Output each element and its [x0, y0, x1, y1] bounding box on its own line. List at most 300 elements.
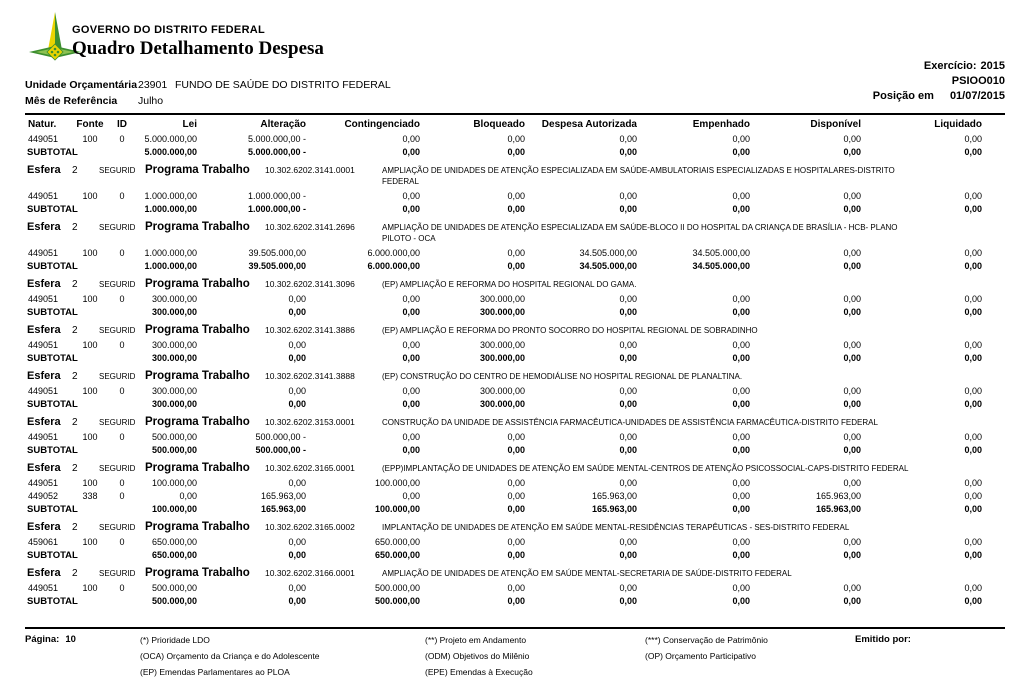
cell-value: 34.505.000,00 [579, 261, 637, 271]
cell-value: 300.000,00 [479, 307, 525, 317]
detail-row [25, 339, 988, 352]
unidade-name: FUNDO DE SAÚDE DO DISTRITO FEDERAL [175, 79, 391, 91]
cell-value: 0,00 [402, 445, 420, 455]
cell-id: 0 [119, 537, 125, 547]
cell-value: 0,00 [732, 537, 750, 547]
cell-id: 0 [119, 583, 125, 593]
cell-value: 650.000,00 [151, 550, 197, 560]
cell-value: 100.000,00 [374, 504, 420, 514]
cell-id: 0 [119, 191, 125, 201]
subtotal-label: SUBTOTAL [27, 307, 78, 318]
esfera-value: 2 [72, 568, 78, 579]
cell-value: 0,00 [964, 583, 982, 593]
cell-value: 0,00 [843, 248, 861, 258]
cell-value: 0,00 [288, 399, 306, 409]
programa-trabalho-row [25, 411, 988, 431]
cell-value: 0,00 [402, 134, 420, 144]
column-header: Natur. [28, 119, 57, 130]
cell-value: 5.000.000,00 - [247, 147, 306, 157]
cell-value: 0,00 [507, 134, 525, 144]
cell-value: 0,00 [619, 537, 637, 547]
esfera-label: Esfera [27, 462, 61, 474]
cell-id: 0 [119, 134, 125, 144]
subtotal-row [25, 444, 988, 457]
cell-fonte: 100 [82, 386, 98, 396]
cell-value: 0,00 [964, 478, 982, 488]
legend-column-2 [425, 632, 533, 679]
cell-fonte: 100 [82, 294, 98, 304]
esfera-value: 2 [72, 371, 78, 382]
column-header: Contingenciado [344, 119, 420, 130]
column-header: Liquidado [934, 119, 982, 130]
programa-trabalho-label: Programa Trabalho [145, 221, 250, 233]
cell-value: 1.000.000,00 - [247, 204, 306, 214]
cell-value: 300.000,00 [479, 340, 525, 350]
cell-value: 0,00 [507, 445, 525, 455]
cell-value: 0,00 [843, 261, 861, 271]
programa-trabalho-row [25, 516, 988, 536]
cell-value: 0,00 [732, 445, 750, 455]
esfera-regime: SEGURID [99, 326, 136, 335]
programa-trabalho-code: 10.302.6202.3165.0001 [265, 463, 355, 473]
cell-id: 0 [119, 294, 125, 304]
subtotal-row [25, 306, 988, 319]
cell-value: 0,00 [732, 353, 750, 363]
cell-value: 0,00 [964, 386, 982, 396]
cell-value: 0,00 [732, 147, 750, 157]
cell-value: 0,00 [843, 537, 861, 547]
esfera-regime: SEGURID [99, 569, 136, 578]
cell-value: 0,00 [402, 340, 420, 350]
cell-value: 0,00 [732, 596, 750, 606]
esfera-regime: SEGURID [99, 418, 136, 427]
esfera-label: Esfera [27, 370, 61, 382]
programa-trabalho-code: 10.302.6202.3141.3886 [265, 325, 355, 335]
column-header: Disponível [810, 119, 861, 130]
cell-value: 0,00 [843, 191, 861, 201]
cell-value: 0,00 [843, 478, 861, 488]
cell-value: 500.000,00 [151, 432, 197, 442]
cell-value: 300.000,00 [151, 399, 197, 409]
cell-value: 0,00 [843, 550, 861, 560]
cell-value: 0,00 [402, 399, 420, 409]
esfera-regime: SEGURID [99, 166, 136, 175]
esfera-value: 2 [72, 325, 78, 336]
cell-value: 300.000,00 [151, 294, 197, 304]
legend-column-1 [140, 632, 320, 679]
cell-value: 0,00 [402, 204, 420, 214]
cell-value: 0,00 [843, 307, 861, 317]
cell-value: 1.000.000,00 - [247, 191, 306, 201]
programa-trabalho-desc: AMPLIAÇÃO DE UNIDADES DE ATENÇÃO ESPECIALIZADA EM SAÚDE-BLOCO II DO HOSPITAL DA CRIANÇA DE BRASÍLIA - HCB- PLANO PILOTO - OCA [382, 223, 898, 243]
posicao-value: 01/07/2015 [949, 90, 1005, 102]
cell-value: 0,00 [619, 478, 637, 488]
cell-value: 300.000,00 [151, 386, 197, 396]
footer-divider [25, 627, 1005, 629]
cell-fonte: 100 [82, 248, 98, 258]
detail-row [25, 133, 988, 146]
cell-value: 6.000.000,00 [367, 248, 420, 258]
cell-value: 0,00 [507, 204, 525, 214]
cell-value: 0,00 [843, 386, 861, 396]
cell-value: 0,00 [619, 134, 637, 144]
cell-value: 6.000.000,00 [367, 261, 420, 271]
subtotal-label: SUBTOTAL [27, 261, 78, 272]
cell-value: 1.000.000,00 [144, 191, 197, 201]
cell-value: 0,00 [507, 191, 525, 201]
cell-value: 0,00 [288, 596, 306, 606]
cell-value: 0,00 [964, 261, 982, 271]
cell-id: 0 [119, 340, 125, 350]
cell-value: 0,00 [843, 340, 861, 350]
column-header: ID [117, 119, 127, 130]
esfera-regime: SEGURID [99, 372, 136, 381]
subtotal-row [25, 146, 988, 159]
exercicio-label: Exercício: [923, 60, 977, 72]
esfera-label: Esfera [27, 324, 61, 336]
cell-value: 165.963,00 [591, 491, 637, 501]
cell-value: 0,00 [619, 596, 637, 606]
legend-item: (OP) Orçamento Participativo [645, 651, 757, 661]
cell-value: 300.000,00 [479, 353, 525, 363]
programa-trabalho-row [25, 216, 988, 247]
detail-row [25, 582, 988, 595]
cell-value: 0,00 [402, 491, 420, 501]
page-value: 10 [65, 634, 76, 645]
cell-natureza: 459061 [28, 537, 59, 547]
detail-row [25, 385, 988, 398]
cell-value: 0,00 [619, 147, 637, 157]
cell-value: 0,00 [288, 340, 306, 350]
cell-value: 0,00 [402, 432, 420, 442]
cell-value: 650.000,00 [374, 550, 420, 560]
cell-natureza: 449052 [28, 491, 59, 501]
cell-value: 0,00 [619, 445, 637, 455]
page-number [25, 634, 82, 645]
cell-value: 500.000,00 - [255, 445, 306, 455]
exercicio-line [920, 60, 1005, 72]
cell-value: 0,00 [843, 147, 861, 157]
cell-value: 0,00 [288, 537, 306, 547]
cell-natureza: 449051 [28, 248, 59, 258]
cell-value: 0,00 [507, 147, 525, 157]
cell-value: 0,00 [288, 353, 306, 363]
cell-value: 0,00 [732, 432, 750, 442]
legend-item: (EP) Emendas Parlamentares ao PLOA [140, 667, 290, 677]
legend-item: (ODM) Objetivos do Milênio [425, 651, 530, 661]
table-header-row [25, 117, 988, 133]
cell-value: 650.000,00 [374, 537, 420, 547]
programa-trabalho-code: 10.302.6202.3141.2696 [265, 222, 355, 232]
cell-value: 34.505.000,00 [579, 248, 637, 258]
cell-value: 0,00 [732, 504, 750, 514]
esfera-value: 2 [72, 417, 78, 428]
cell-value: 0,00 [507, 596, 525, 606]
esfera-regime: SEGURID [99, 464, 136, 473]
cell-fonte: 100 [82, 478, 98, 488]
esfera-regime: SEGURID [99, 223, 136, 232]
cell-value: 100.000,00 [151, 478, 197, 488]
cell-value: 0,00 [288, 478, 306, 488]
cell-value: 0,00 [964, 537, 982, 547]
esfera-value: 2 [72, 463, 78, 474]
cell-value: 0,00 [843, 353, 861, 363]
cell-value: 5.000.000,00 [144, 134, 197, 144]
programa-trabalho-row [25, 159, 988, 190]
cell-value: 300.000,00 [151, 307, 197, 317]
subtotal-row [25, 595, 988, 608]
subtotal-row [25, 398, 988, 411]
cell-value: 0,00 [732, 583, 750, 593]
cell-natureza: 449051 [28, 386, 59, 396]
esfera-label: Esfera [27, 221, 61, 233]
cell-value: 0,00 [732, 340, 750, 350]
cell-value: 0,00 [619, 307, 637, 317]
subtotal-label: SUBTOTAL [27, 147, 78, 158]
programa-trabalho-label: Programa Trabalho [145, 324, 250, 336]
cell-value: 0,00 [964, 491, 982, 501]
programa-trabalho-desc: AMPLIAÇÃO DE UNIDADES DE ATENÇÃO EM SAÚDE MENTAL-SECRETARIA DE SAÚDE-DISTRITO FEDERAL [382, 569, 792, 578]
cell-value: 500.000,00 [374, 583, 420, 593]
cell-natureza: 449051 [28, 478, 59, 488]
programa-trabalho-label: Programa Trabalho [145, 278, 250, 290]
cell-value: 0,00 [964, 550, 982, 560]
cell-fonte: 100 [82, 134, 98, 144]
programa-trabalho-code: 10.302.6202.3141.3096 [265, 279, 355, 289]
cell-value: 0,00 [843, 134, 861, 144]
programa-trabalho-label: Programa Trabalho [145, 521, 250, 533]
cell-value: 0,00 [288, 583, 306, 593]
programa-trabalho-code: 10.302.6202.3141.0001 [265, 165, 355, 175]
subtotal-label: SUBTOTAL [27, 445, 78, 456]
programa-trabalho-desc: (EPP)IMPLANTAÇÃO DE UNIDADES DE ATENÇÃO EM SAÚDE MENTAL-CENTROS DE ATENÇÃO PSICOSSOCIAL-CAPS-DISTRITO FEDERAL [382, 464, 909, 473]
cell-value: 0,00 [402, 386, 420, 396]
unidade-orcamentaria-line [25, 79, 391, 91]
esfera-value: 2 [72, 165, 78, 176]
cell-value: 300.000,00 [479, 294, 525, 304]
cell-value: 1.000.000,00 [144, 204, 197, 214]
cell-id: 0 [119, 478, 125, 488]
esfera-regime: SEGURID [99, 523, 136, 532]
cell-value: 500.000,00 [151, 583, 197, 593]
programa-trabalho-desc: (EP) AMPLIAÇÃO E REFORMA DO HOSPITAL REGIONAL DO GAMA. [382, 280, 637, 289]
cell-value: 500.000,00 - [255, 432, 306, 442]
cell-value: 39.505.000,00 [248, 248, 306, 258]
cell-value: 0,00 [843, 583, 861, 593]
cell-value: 0,00 [964, 445, 982, 455]
cell-value: 0,00 [732, 307, 750, 317]
mes-referencia-line [25, 95, 163, 107]
page-label: Página: [25, 634, 60, 645]
cell-value: 0,00 [964, 596, 982, 606]
cell-value: 0,00 [507, 491, 525, 501]
cell-value: 0,00 [507, 537, 525, 547]
programa-trabalho-desc: IMPLANTAÇÃO DE UNIDADES DE ATENÇÃO EM SAÚDE MENTAL-RESIDÊNCIAS TERAPÊUTICAS - SES-DISTRITO FEDERAL [382, 523, 850, 532]
cell-value: 0,00 [732, 491, 750, 501]
cell-id: 0 [119, 432, 125, 442]
detail-row [25, 477, 988, 490]
subtotal-label: SUBTOTAL [27, 596, 78, 607]
cell-value: 34.505.000,00 [692, 261, 750, 271]
cell-value: 0,00 [288, 550, 306, 560]
cell-value: 0,00 [619, 432, 637, 442]
detail-row [25, 190, 988, 203]
cell-value: 300.000,00 [479, 386, 525, 396]
cell-value: 500.000,00 [151, 596, 197, 606]
cell-value: 0,00 [964, 307, 982, 317]
esfera-label: Esfera [27, 521, 61, 533]
cell-fonte: 100 [82, 191, 98, 201]
cell-value: 0,00 [843, 432, 861, 442]
cell-fonte: 100 [82, 537, 98, 547]
cell-fonte: 100 [82, 340, 98, 350]
cell-value: 0,00 [843, 596, 861, 606]
cell-value: 0,00 [732, 399, 750, 409]
subtotal-label: SUBTOTAL [27, 353, 78, 364]
cell-value: 0,00 [843, 204, 861, 214]
programa-trabalho-label: Programa Trabalho [145, 462, 250, 474]
legend-item: (EPE) Emendas à Execução [425, 667, 533, 677]
cell-value: 300.000,00 [151, 340, 197, 350]
mes-value: Julho [138, 95, 164, 107]
report-table-body [25, 133, 988, 608]
legend-column-3 [645, 632, 768, 664]
cell-value: 300.000,00 [479, 399, 525, 409]
cell-value: 0,00 [619, 583, 637, 593]
government-name: GOVERNO DO DISTRITO FEDERAL [72, 24, 266, 36]
cell-id: 0 [119, 491, 125, 501]
programa-trabalho-code: 10.302.6202.3141.3888 [265, 371, 355, 381]
programa-trabalho-row [25, 319, 988, 339]
cell-fonte: 100 [82, 583, 98, 593]
esfera-regime: SEGURID [99, 280, 136, 289]
esfera-label: Esfera [27, 567, 61, 579]
cell-natureza: 449051 [28, 294, 59, 304]
cell-value: 0,00 [402, 191, 420, 201]
programa-trabalho-desc: (EP) AMPLIAÇÃO E REFORMA DO PRONTO SOCORRO DO HOSPITAL REGIONAL DE SOBRADINHO [382, 326, 758, 335]
cell-value: 5.000.000,00 [144, 147, 197, 157]
report-title: Quadro Detalhamento Despesa [72, 38, 324, 59]
esfera-value: 2 [72, 279, 78, 290]
exercicio-value: 2015 [980, 60, 1005, 72]
detail-row [25, 293, 988, 306]
programa-trabalho-row [25, 457, 988, 477]
legend-item: (OCA) Orçamento da Criança e do Adolescente [140, 651, 320, 661]
cell-value: 0,00 [619, 550, 637, 560]
subtotal-row [25, 549, 988, 562]
cell-value: 0,00 [843, 399, 861, 409]
cell-natureza: 449051 [28, 134, 59, 144]
cell-value: 500.000,00 [374, 596, 420, 606]
cell-value: 0,00 [619, 399, 637, 409]
header-divider [25, 113, 1005, 115]
cell-value: 39.505.000,00 [248, 261, 306, 271]
cell-value: 0,00 [619, 340, 637, 350]
programa-trabalho-code: 10.302.6202.3153.0001 [265, 417, 355, 427]
cell-value: 1.000.000,00 [144, 261, 197, 271]
programa-trabalho-code: 10.302.6202.3165.0002 [265, 522, 355, 532]
programa-trabalho-desc: (EP) CONSTRUÇÃO DO CENTRO DE HEMODIÁLISE NO HOSPITAL REGIONAL DE PLANALTINA. [382, 372, 743, 381]
posicao-label: Posição em [872, 90, 934, 102]
cell-id: 0 [119, 386, 125, 396]
cell-value: 0,00 [843, 294, 861, 304]
cell-value: 100.000,00 [151, 504, 197, 514]
programa-trabalho-label: Programa Trabalho [145, 416, 250, 428]
cell-value: 0,00 [402, 294, 420, 304]
cell-value: 0,00 [507, 261, 525, 271]
programa-trabalho-desc: AMPLIAÇÃO DE UNIDADES DE ATENÇÃO ESPECIALIZADA EM SAÚDE-AMBULATORIAIS ESPECIALIZADAS E HOSPITALARES-DISTRITO FEDERAL [382, 166, 895, 186]
subtotal-row [25, 352, 988, 365]
cell-value: 0,00 [507, 583, 525, 593]
cell-value: 0,00 [507, 248, 525, 258]
cell-value: 165.963,00 [591, 504, 637, 514]
cell-fonte: 100 [82, 432, 98, 442]
detail-row [25, 247, 988, 260]
cell-value: 165.963,00 [260, 504, 306, 514]
cell-value: 0,00 [288, 386, 306, 396]
cell-value: 34.505.000,00 [692, 248, 750, 258]
subtotal-row [25, 203, 988, 216]
unidade-code: 23901 [138, 79, 168, 91]
subtotal-label: SUBTOTAL [27, 399, 78, 410]
cell-value: 0,00 [619, 294, 637, 304]
cell-value: 0,00 [964, 399, 982, 409]
programa-trabalho-desc: CONSTRUÇÃO DA UNIDADE DE ASSISTÊNCIA FARMACÊUTICA-UNIDADES DE ASSISTÊNCIA FARMACÊUTICA-DISTRITO FEDERAL [382, 418, 878, 427]
mes-label: Mês de Referência [25, 95, 118, 107]
cell-value: 0,00 [732, 191, 750, 201]
esfera-label: Esfera [27, 164, 61, 176]
programa-trabalho-label: Programa Trabalho [145, 164, 250, 176]
cell-value: 100.000,00 [374, 478, 420, 488]
esfera-label: Esfera [27, 278, 61, 290]
cell-value: 0,00 [964, 248, 982, 258]
detail-row [25, 536, 988, 549]
cell-value: 0,00 [619, 191, 637, 201]
report-table [25, 117, 988, 608]
cell-value: 0,00 [964, 204, 982, 214]
column-header: Empenhado [692, 119, 750, 130]
cell-value: 0,00 [402, 147, 420, 157]
column-header: Lei [182, 119, 197, 130]
cell-value: 0,00 [179, 491, 197, 501]
esfera-label: Esfera [27, 416, 61, 428]
cell-natureza: 449051 [28, 432, 59, 442]
unidade-label: Unidade Orçamentária [25, 79, 138, 91]
subtotal-row [25, 260, 988, 273]
cell-value: 0,00 [964, 353, 982, 363]
programa-trabalho-code: 10.302.6202.3166.0001 [265, 568, 355, 578]
cell-value: 0,00 [964, 432, 982, 442]
cell-value: 165.963,00 [815, 491, 861, 501]
programa-trabalho-row [25, 273, 988, 293]
column-header: Despesa Autorizada [541, 119, 637, 130]
cell-value: 0,00 [964, 134, 982, 144]
legend-item: (***) Conservação de Patrimônio [645, 635, 768, 645]
esfera-value: 2 [72, 222, 78, 233]
cell-value: 0,00 [732, 204, 750, 214]
cell-value: 0,00 [507, 432, 525, 442]
subtotal-label: SUBTOTAL [27, 204, 78, 215]
cell-value: 0,00 [507, 504, 525, 514]
cell-value: 0,00 [964, 191, 982, 201]
cell-natureza: 449051 [28, 340, 59, 350]
cell-natureza: 449051 [28, 191, 59, 201]
cell-value: 0,00 [732, 386, 750, 396]
cell-value: 0,00 [288, 294, 306, 304]
cell-value: 0,00 [619, 353, 637, 363]
programa-trabalho-row [25, 365, 988, 385]
cell-value: 0,00 [732, 294, 750, 304]
